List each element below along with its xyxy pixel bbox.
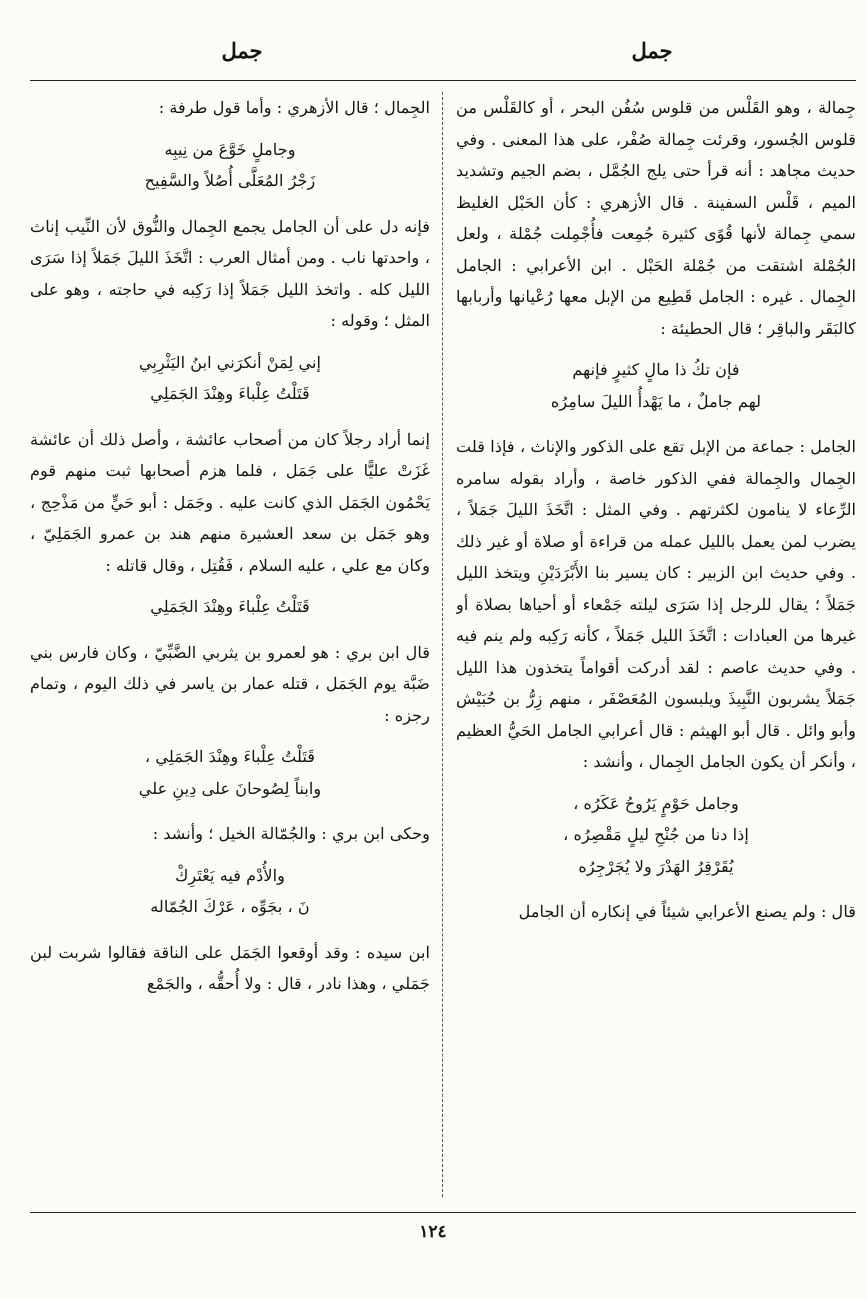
right-column bbox=[456, 92, 856, 1202]
verse-line: وابناً لِصُوحانَ على دِينِ علي bbox=[138, 778, 322, 798]
left-paragraph-5: وحكى ابن بري : والجُمّالة الخيل ؛ وأنشد : bbox=[152, 824, 430, 843]
right-paragraph-1: جِمالة ، وهو القَلْس من قلوس سُفُن البحر ، أو كالقَلْس من قلوس الجُسور، وقرئت جِمالة صُفْر، على هذا المعنى . وفي حديث مجاهد : أنه قرأ حتى يلج الجُمَّل ، بضم الجيم وتشديد الميم ، قَلْس السفينة . قال الأزهري : كأن الحَبْل الغليظ سمي جِمالة لأنها قُوًى كثيرة جُمِعت فأُجْمِلت جُمْلة ، ولعل الجُمْلة اشتقت من جُمْلة الحَبْل . ابن الأعرابي : الجامل الجِمال . غيره : الجامل قَطِيع من الإبل معها رُعْيانها وأربابها كالبَقَر والباقِر ؛ قال الحطيئة : bbox=[456, 98, 856, 338]
running-header-left: جمل bbox=[221, 38, 263, 63]
left-paragraph-1: الجِمال ؛ قال الأزهري : وأما قول طرفة : bbox=[158, 98, 430, 117]
verse-line: قَتَلْتُ عِلْباءَ وهِنْدَ الجَمَلِي bbox=[150, 597, 310, 616]
verse-line: وجاملٍ خَوَّعَ من نِيبِه bbox=[164, 139, 296, 159]
verse-line: قَتَلْتُ عِلْباءَ وهِنْدَ الجَمَلِي bbox=[150, 384, 310, 403]
running-header-right: جمل bbox=[631, 38, 673, 63]
left-verse-2 bbox=[30, 347, 430, 410]
right-verse-2 bbox=[456, 788, 856, 883]
verse-line: وجامل حَوْمٍ يَرُوحُ عَكَرُه ، bbox=[573, 793, 739, 813]
right-paragraph-2: الجامل : جماعة من الإبل تقع على الذكور والإناث ، فإذا قلت الجِمال والجِمالة ففي الذكور خاصة ، وأراد بقوله سامره الرِّعاء لا ينامون لكثرتهم . وفي المثل : اتَّخَذَ الليلَ جَمَلاً ، يضرب لمن يعمل بالليل عمله من قراءة أو صلاة أو غير ذلك . وفي حديث ابن الزبير : كان يسير بنا الأَبْرَدَيْنِ ويتخذ الليل جَمَلاً ؛ يقال للرجل إذا سَرَى ليلته جَمْعاء أو أحياها بصلاة أو غيرها من العبادات : اتَّخَذَ الليل جَمَلاً ، كأنه رَكِبه ولم ينم فيه . وفي حديث عاصم : لقد أدركت أقواماً يتخذون هذا الليل جَمَلاً يشربون النَّبِيذَ ويلبسون المُعَصْفَر ، منهم زِرُّ بن حُبَيْش وأبو وائل . قال أبو الهيثم : قال أعرابي الجامل الحَيُّ العظيم ، وأنكر أن يكون الجامل الجِمال ، وأنشد : bbox=[456, 437, 856, 771]
left-paragraph-4: قال ابن بري : هو لعمرو بن يثربي الضَّبِّيّ ، وكان فارس بني ضَبَّة يوم الجَمَل ، قتله عمار بن ياسر في ذلك اليوم ، وتمام رجزه : bbox=[30, 642, 430, 725]
verse-line: قَتَلْتُ عِلْباءَ وهِنْدَ الجَمَلِي ، bbox=[145, 747, 315, 766]
right-paragraph-3: قال : ولم يصنع الأعرابي شيئاً في إنكاره أن الجامل bbox=[518, 902, 856, 921]
left-paragraph-3: إنما أراد رجلاً كان من أصحاب عائشة ، وأصل ذلك أن عائشة غَزَتْ عليًّا على جَمَل ، فلما هزم أصحابها ثبت منهم قوم يَحْمُون الجَمَل الذي كانت عليه . وجَمَل : أبو حَيٍّ من مَذْحِج ، وهو جَمَل بن سعد العشيرة منهم هند بن عمرو الجَمَلِيّ ، وكان مع علي ، عليه السلام ، فَقُتِل ، وقال قاتله : bbox=[30, 429, 430, 575]
left-verse-4 bbox=[30, 741, 430, 804]
verse-line: فإن تكُ ذا مالٍ كثيرٍ فإنهم bbox=[572, 360, 740, 379]
verse-line: نَ ، بجَوِّه ، عَرْكَ الجُمّاله bbox=[150, 897, 310, 916]
verse-line: إني لِمَنْ أنكرَني ابنُ اليَثْرِبِي bbox=[138, 352, 321, 372]
verse-line: يُقَرْقِرُ الهَدْرَ ولا يُجَرْجِرُه bbox=[578, 856, 734, 876]
left-paragraph-6: ابن سيده : وقد أوقعوا الجَمَل على الناقة فقالوا شربت لبن جَمَلي ، وهذا نادر ، قال : ولا أُحقُّه ، والجَمْع bbox=[30, 942, 430, 993]
header-rule bbox=[30, 80, 856, 81]
left-verse-5 bbox=[30, 860, 430, 923]
verse-line: إذا دنا من جُنْحِ ليلٍ مَقْصِرُه ، bbox=[563, 825, 749, 844]
verse-line: لهم جاملٌ ، ما يَهْدأُ الليلَ سامِرُه bbox=[550, 391, 762, 411]
right-verse-1 bbox=[456, 354, 856, 417]
left-paragraph-2: فإنه دل على أن الجامل يجمع الجِمال والنُّوق لأن النِّيب إناث ، واحدتها ناب . ومن أمثال العرب : اتَّخَذَ الليلَ جَمَلاً إذا سَرَى الليل كله . واتخذ الليل جَمَلاً إذا رَكِبه في حاجته ، وهو على المثل ؛ وقوله : bbox=[30, 216, 430, 330]
left-verse-1 bbox=[30, 134, 430, 197]
footer-rule bbox=[30, 1212, 856, 1213]
verse-line: زَجْرُ المُعَلَّى أُصُلاً والسَّفِيح bbox=[144, 171, 316, 190]
verse-line: والأُدْم فيه يَعْتَرِكْ bbox=[175, 865, 285, 885]
page-number: ١٢٤ bbox=[419, 1222, 447, 1242]
left-column bbox=[30, 92, 430, 1202]
column-divider bbox=[442, 92, 443, 1197]
left-verse-3 bbox=[30, 591, 430, 623]
